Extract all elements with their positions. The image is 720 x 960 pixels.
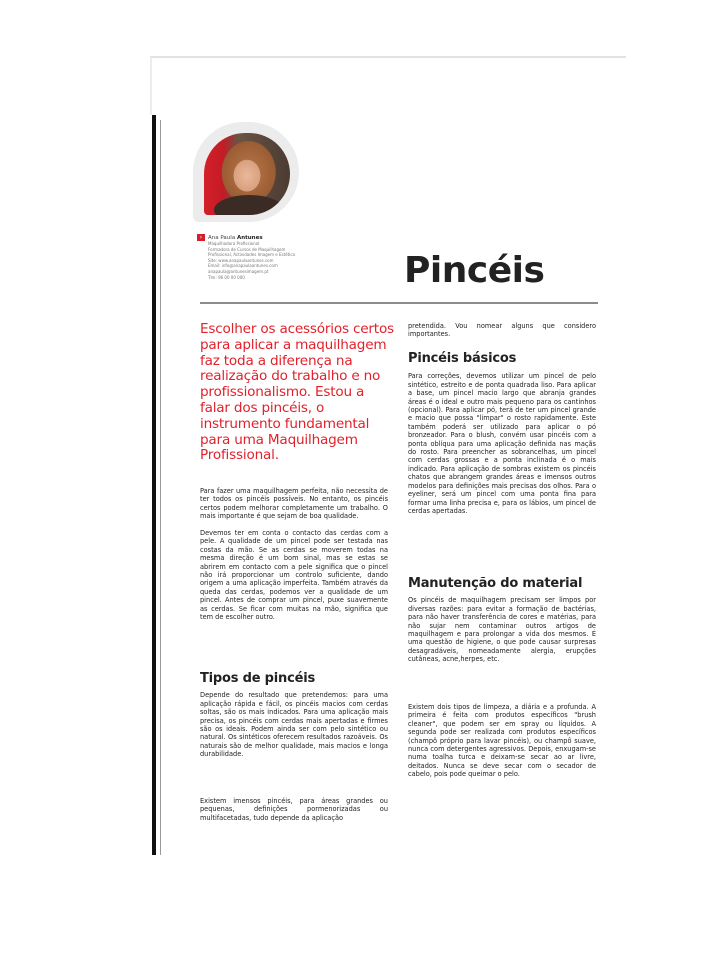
page-spine-bar: [152, 115, 156, 855]
author-detail: Maquilhadora Profissional: [208, 241, 260, 246]
section-manutencao: [408, 576, 596, 672]
author-detail: Formadora de Cursos de Maquilhagem: [208, 246, 286, 252]
title-divider: [200, 302, 598, 304]
author-detail: Email: info@anapaulaantunes.com: [208, 263, 278, 269]
author-last-name: Antunes: [236, 234, 263, 241]
body-paragraph: Existem dois tipos de limpeza, a diária e a profunda. A primeira é feita com produtos específicos "brush cleaner", que podem ser em spray ou líquidos. A segunda pode ser realizada com produtos específicos (champô próprio para lavar pincéis), ou champô suave, nunca com detergentes agressivos. Depois, enxugam-se numa toalha turca e deixam-se secar ao ar livre, deitados. Nunca se deve secar com o secador de cabelo, pois pode queimar o pelo.: [408, 703, 596, 779]
author-name-line: [197, 234, 327, 241]
author-detail: anapaula@antunesimagem.pt: [208, 268, 269, 274]
body-paragraph: Os pincéis de maquilhagem precisam ser limpos por diversas razões: para evitar a formação de bactérias, para não haver transferência de cores e matérias, para não sujar nem contaminar outros artigos de maquilhagem e para prolongar a vida dos mesmos. É uma questão de higiene, o que pode causar surpresas desagradáveis, nomeadamente alergia, erupções cutâneas, acne,herpes, etc.: [408, 596, 596, 664]
article-title: Pincéis: [404, 250, 545, 291]
body-paragraph: pretendida. Vou nomear alguns que considero importantes.: [408, 322, 596, 339]
body-paragraph: Depende do resultado que pretendemos: para uma aplicação rápida e fácil, os pincéis macios com cerdas soltas, são os mais indicados. Para uma aplicação mais precisa, os pincéis com cerdas mais apertadas e firmes são os ideais. Podem ainda ser com pelo sintético ou natural. Os sintéticos oferecem resultados razoáveis. Os naturais são de melhor qualidade, mais macios e longa durabilidade.: [200, 691, 388, 759]
section-heading: Manutenção do material: [408, 576, 583, 591]
page-frame-left: [150, 57, 152, 115]
body-paragraph: Devemos ter em conta o contacto das cerdas com a pele. A qualidade de um pincel pode ser testada nas costas da mão. Se as cerdas se moverem todas na mesma direção é um bom sinal, mas se estas se abrirem em contacto com a pele significa que o pincel não irá proporcionar um controlo suficiente, dando origem a uma aplicação imperfeita. Também através da queda das cerdas, podemos ver a qualidade de um pincel. Antes de comprar um pincel, puxe suavemente as cerdas. Se ficar com muitas na mão, significa que tem de escolher outro.: [200, 529, 388, 622]
continuation-section: [408, 322, 596, 347]
author-avatar: [193, 122, 303, 222]
section-tipos: [200, 671, 388, 767]
page-spine-line: [160, 120, 161, 855]
body-paragraph: Para correções, devemos utilizar um pincel de pelo sintético, estreito e de ponta quadrada liso. Para aplicar a base, um pincel macio largo que abranja grandes áreas é o ideal e outro mais pequeno para os cantinhos (opcional). Para aplicar pó, terá de ter um pincel grande e macio que possa "limpar" o rosto rapidamente. Este também poderá ser utilizado para aplicar o pó bronzeador. Para o blush, convém usar pincéis com a ponta oblíqua para uma aplicação definida nas maçãs do rosto. Para preencher as sobrancelhas, um pincel com cerdas grossas e a ponta inclinada é o mais indicado. Para aplicação de sombras existem os pincéis chatos que abrangem grandes áreas e imensos outros modelos para definições mais precisas dos olhos. Para o eyeliner, será um pincel com uma ponta fina para formar uma linha precisa e, para os lábios, um pincel de cerdas apertadas.: [408, 372, 596, 515]
author-block: [197, 234, 327, 280]
author-photo: [204, 133, 290, 215]
photo-shoulder: [214, 195, 284, 215]
body-paragraph: Existem imensos pincéis, para áreas grandes ou pequenas, definições pormenorizadas ou multifacetadas, tudo depende da aplicação: [200, 797, 388, 822]
section-heading: Tipos de pincéis: [200, 671, 316, 686]
author-name: [208, 235, 263, 241]
body-paragraph: Para fazer uma maquilhagem perfeita, não necessita de ter todos os pincéis possíveis. No entanto, os pincéis certos podem melhorar completamente um trabalho. O mais importante é que sejam de boa qualidade.: [200, 487, 388, 521]
section-basicos: [408, 351, 596, 524]
author-first-name: Ana Paula: [208, 234, 237, 241]
author-detail: Profissional, Actividades Imagem e Estética: [208, 252, 295, 258]
red-arrow-icon: ›: [197, 234, 205, 241]
article-lead: Escolher os acessórios certos para aplicar a maquilhagem faz toda a diferença na realização do trabalho e no profissionalismo. Estou a falar dos pincéis, o instrumento fundamental para uma Maquilhagem Profissional.: [200, 321, 394, 464]
section-limpeza: [408, 703, 596, 787]
intro-section: [200, 487, 388, 630]
page-frame-top: [150, 56, 626, 58]
author-detail: Tlm: 96 00 00 000: [208, 274, 245, 280]
author-detail: Site: www.anapaulaantunes.com: [208, 257, 274, 263]
section-heading: Pincéis básicos: [408, 351, 517, 366]
closing-section: [200, 797, 388, 831]
